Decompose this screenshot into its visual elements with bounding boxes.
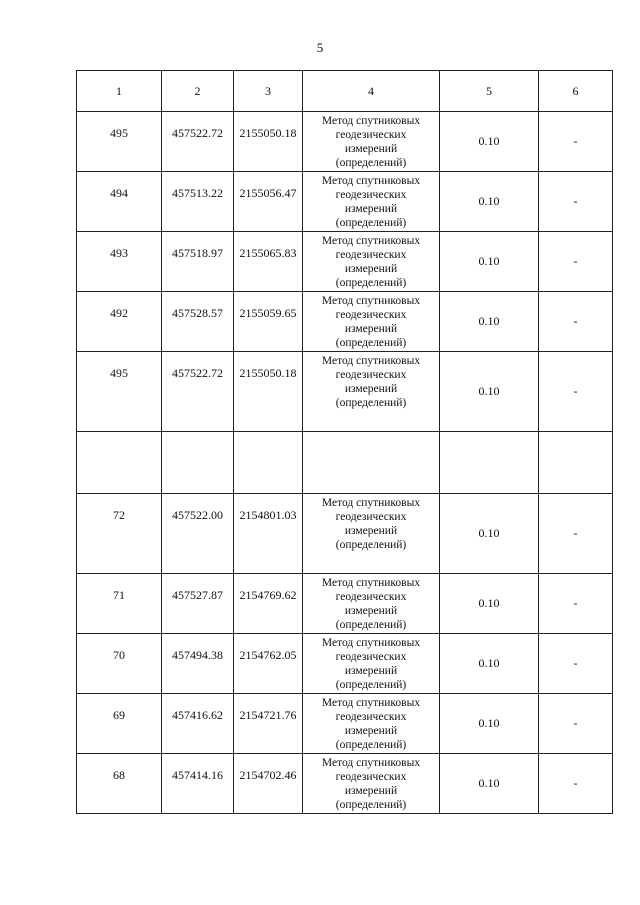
method-line: Метод спутниковых — [321, 175, 421, 187]
column-header: 6 — [539, 71, 613, 112]
method-cell — [303, 494, 440, 574]
method-line: геодезических — [335, 511, 407, 523]
method-line: геодезических — [335, 249, 407, 261]
method-line: измерений — [344, 665, 398, 677]
method-cell — [303, 694, 440, 754]
method-line: измерений — [344, 263, 398, 275]
method-line: (определений) — [335, 277, 407, 289]
method-line: измерений — [344, 605, 398, 617]
method-line: геодезических — [335, 771, 407, 783]
accuracy-cell: 0.10 — [440, 352, 539, 432]
x-coordinate-cell: 457522.72 — [162, 352, 234, 432]
y-coordinate-cell: 2154762.05 — [234, 634, 303, 694]
y-coordinate-cell: 2154801.03 — [234, 494, 303, 574]
method-line: (определений) — [335, 539, 407, 551]
method-cell — [303, 574, 440, 634]
method-line: геодезических — [335, 711, 407, 723]
method-cell — [303, 112, 440, 172]
column-header: 2 — [162, 71, 234, 112]
method-line: геодезических — [335, 129, 407, 141]
method-line: измерений — [344, 725, 398, 737]
point-number-cell: 72 — [77, 494, 162, 574]
empty-cell — [539, 432, 613, 494]
y-coordinate-cell: 2155059.65 — [234, 292, 303, 352]
method-line: (определений) — [335, 799, 407, 811]
note-cell: - — [539, 232, 613, 292]
method-line: Метод спутниковых — [321, 497, 421, 509]
accuracy-cell: 0.10 — [440, 634, 539, 694]
column-header: 3 — [234, 71, 303, 112]
note-cell: - — [539, 172, 613, 232]
accuracy-cell: 0.10 — [440, 754, 539, 814]
table-row — [77, 634, 613, 694]
accuracy-cell: 0.10 — [440, 232, 539, 292]
method-line: измерений — [344, 525, 398, 537]
point-number-cell: 495 — [77, 112, 162, 172]
accuracy-cell: 0.10 — [440, 292, 539, 352]
method-line: Метод спутниковых — [321, 697, 421, 709]
y-coordinate-cell: 2155065.83 — [234, 232, 303, 292]
table-row — [77, 292, 613, 352]
coordinates-table — [76, 70, 613, 814]
point-number-cell: 68 — [77, 754, 162, 814]
table-row — [77, 172, 613, 232]
point-number-cell: 495 — [77, 352, 162, 432]
x-coordinate-cell: 457494.38 — [162, 634, 234, 694]
empty-cell — [234, 432, 303, 494]
method-line: (определений) — [335, 619, 407, 631]
blank-separator-row — [77, 432, 613, 494]
accuracy-cell: 0.10 — [440, 694, 539, 754]
point-number-cell: 492 — [77, 292, 162, 352]
method-line: (определений) — [335, 679, 407, 691]
method-cell — [303, 232, 440, 292]
method-line: Метод спутниковых — [321, 577, 421, 589]
y-coordinate-cell: 2154769.62 — [234, 574, 303, 634]
table-row — [77, 574, 613, 634]
method-line: (определений) — [335, 337, 407, 349]
table-row — [77, 494, 613, 574]
note-cell: - — [539, 494, 613, 574]
method-line: Метод спутниковых — [321, 637, 421, 649]
accuracy-cell: 0.10 — [440, 172, 539, 232]
y-coordinate-cell: 2154721.76 — [234, 694, 303, 754]
method-line: измерений — [344, 203, 398, 215]
method-cell — [303, 352, 440, 432]
y-coordinate-cell: 2155056.47 — [234, 172, 303, 232]
point-number-cell: 70 — [77, 634, 162, 694]
empty-cell — [303, 432, 440, 494]
method-line: Метод спутниковых — [321, 115, 421, 127]
table-row — [77, 754, 613, 814]
table-row — [77, 694, 613, 754]
x-coordinate-cell: 457522.72 — [162, 112, 234, 172]
method-line: геодезических — [335, 651, 407, 663]
method-line: измерений — [344, 323, 398, 335]
column-header: 1 — [77, 71, 162, 112]
point-number-cell: 71 — [77, 574, 162, 634]
method-cell — [303, 634, 440, 694]
x-coordinate-cell: 457414.16 — [162, 754, 234, 814]
note-cell: - — [539, 754, 613, 814]
method-line: геодезических — [335, 189, 407, 201]
method-cell — [303, 292, 440, 352]
accuracy-cell: 0.10 — [440, 574, 539, 634]
x-coordinate-cell: 457513.22 — [162, 172, 234, 232]
table-row — [77, 352, 613, 432]
method-line: геодезических — [335, 591, 407, 603]
x-coordinate-cell: 457416.62 — [162, 694, 234, 754]
empty-cell — [162, 432, 234, 494]
method-line: измерений — [344, 143, 398, 155]
method-cell — [303, 754, 440, 814]
method-line: Метод спутниковых — [321, 235, 421, 247]
note-cell: - — [539, 352, 613, 432]
method-line: (определений) — [335, 217, 407, 229]
method-line: (определений) — [335, 157, 407, 169]
x-coordinate-cell: 457528.57 — [162, 292, 234, 352]
column-header: 5 — [440, 71, 539, 112]
point-number-cell: 493 — [77, 232, 162, 292]
method-line: (определений) — [335, 739, 407, 751]
method-cell — [303, 172, 440, 232]
x-coordinate-cell: 457518.97 — [162, 232, 234, 292]
method-line: (определений) — [335, 397, 407, 409]
note-cell: - — [539, 634, 613, 694]
y-coordinate-cell: 2154702.46 — [234, 754, 303, 814]
empty-cell — [440, 432, 539, 494]
x-coordinate-cell: 457522.00 — [162, 494, 234, 574]
empty-cell — [77, 432, 162, 494]
note-cell: - — [539, 292, 613, 352]
y-coordinate-cell: 2155050.18 — [234, 352, 303, 432]
method-line: измерений — [344, 785, 398, 797]
method-line: геодезических — [335, 309, 407, 321]
note-cell: - — [539, 112, 613, 172]
method-line: измерений — [344, 383, 398, 395]
page-number: 5 — [316, 40, 324, 55]
accuracy-cell: 0.10 — [440, 112, 539, 172]
table-row — [77, 112, 613, 172]
x-coordinate-cell: 457527.87 — [162, 574, 234, 634]
note-cell: - — [539, 694, 613, 754]
method-line: Метод спутниковых — [321, 295, 421, 307]
column-header: 4 — [303, 71, 440, 112]
y-coordinate-cell: 2155050.18 — [234, 112, 303, 172]
accuracy-cell: 0.10 — [440, 494, 539, 574]
method-line: геодезических — [335, 369, 407, 381]
point-number-cell: 69 — [77, 694, 162, 754]
method-line: Метод спутниковых — [321, 757, 421, 769]
table-header-row — [77, 71, 613, 112]
method-line: Метод спутниковых — [321, 355, 421, 367]
table-row — [77, 232, 613, 292]
point-number-cell: 494 — [77, 172, 162, 232]
note-cell: - — [539, 574, 613, 634]
